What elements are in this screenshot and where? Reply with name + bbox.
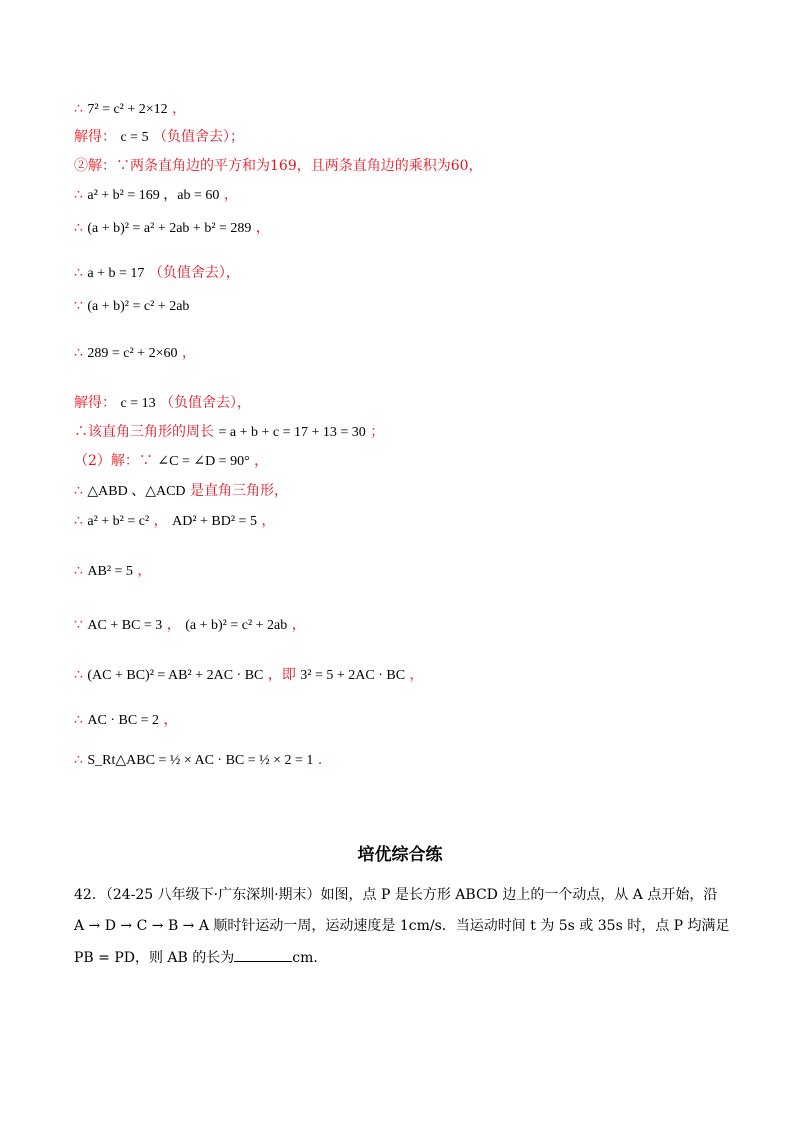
solution-line-8 xyxy=(74,344,196,363)
question-line-2: A → D → C → B → A 顺时针运动一周，运动速度是 1cm/s．当运动时间 t 为 5s 或 35s 时，点 P 均满足 xyxy=(74,918,730,934)
therefore-symbol: ∴ xyxy=(74,101,83,117)
equation: c = 5 xyxy=(120,130,149,145)
solution-line-18 xyxy=(74,751,332,770)
solution-text: ∴该直角三角形的周长 xyxy=(74,424,214,440)
connector-text: ，即 xyxy=(267,667,296,683)
question-line-1: 42．（24-25 八年级下·广东深圳·期末）如图，点 P 是长方形 ABCD 边上的一个动点，从 A 点开始，沿 xyxy=(74,887,718,903)
equation: a² + b² = 169 ，ab = 60 xyxy=(87,188,220,203)
therefore-symbol: ∴ xyxy=(74,187,83,203)
because-symbol: ∵ xyxy=(74,617,83,633)
equation: 3² = 5 + 2AC · BC xyxy=(300,668,406,683)
equation: AC · BC = 2 xyxy=(87,713,160,728)
therefore-symbol: ∴ xyxy=(74,712,83,728)
therefore-symbol: ∴ xyxy=(74,667,83,683)
therefore-symbol: ∴ xyxy=(74,513,83,529)
section-title: 培优综合练 xyxy=(357,845,443,865)
equation: (a + b)² = c² + 2ab xyxy=(87,299,190,314)
solution-line-2 xyxy=(74,128,244,147)
solution-line-11 xyxy=(74,452,268,471)
solution-line-15 xyxy=(74,616,306,635)
equation: 7² = c² + 2×12 xyxy=(87,102,168,117)
equation: (AC + BC)² = AB² + 2AC · BC xyxy=(87,668,264,683)
equation: c = 13 xyxy=(120,396,156,411)
unit-text: cm． xyxy=(292,950,328,966)
solution-line-5 xyxy=(74,219,270,238)
solution-line-14 xyxy=(74,562,151,581)
solution-line-12 xyxy=(74,482,288,501)
solve-label: 解得： xyxy=(74,395,116,411)
therefore-symbol: ∴ xyxy=(74,752,83,768)
punctuation: ， xyxy=(166,617,181,633)
answer-blank[interactable] xyxy=(234,947,292,962)
solution-line-4 xyxy=(74,186,238,205)
question-line-3 xyxy=(74,947,734,967)
equation: AB² = 5 xyxy=(87,564,133,579)
punctuation: ， xyxy=(223,187,238,203)
therefore-symbol: ∴ xyxy=(74,345,83,361)
solution-line-16 xyxy=(74,666,424,685)
note: （负值舍去）， xyxy=(148,265,240,281)
punctuation: ， xyxy=(181,345,196,361)
equation: a + b = 17 xyxy=(87,266,145,281)
equation: 289 = c² + 2×60 xyxy=(87,346,178,361)
equation: (a + b)² = c² + 2ab xyxy=(185,618,288,633)
punctuation: ， xyxy=(255,220,270,236)
note: （负值舍去）； xyxy=(153,129,245,145)
punctuation: ， xyxy=(291,617,306,633)
equation: AC + BC = 3 xyxy=(87,618,163,633)
punctuation: ， xyxy=(137,563,152,579)
therefore-symbol: ∴ xyxy=(74,265,83,281)
note: （负值舍去）， xyxy=(160,395,252,411)
punctuation: ， xyxy=(153,513,168,529)
therefore-symbol: ∴ xyxy=(74,563,83,579)
part-label: （2）解：∵ xyxy=(74,453,153,469)
solution-line-9 xyxy=(74,394,251,413)
because-symbol: ∵ xyxy=(74,298,83,314)
solution-line-6 xyxy=(74,264,240,283)
therefore-symbol: ∴ xyxy=(74,220,83,236)
punctuation: ， xyxy=(172,101,187,117)
equation: (a + b)² = a² + 2ab + b² = 289 xyxy=(87,221,252,236)
solution-text: 是直角三角形， xyxy=(189,483,288,499)
punctuation: ， xyxy=(163,712,178,728)
question-text: PB = PD，则 AB 的长为 xyxy=(74,950,235,966)
solution-line-17 xyxy=(74,711,178,730)
punctuation: ， xyxy=(261,513,276,529)
solution-line-10 xyxy=(74,423,384,442)
punctuation: ， xyxy=(409,667,424,683)
equation: = a + b + c = 17 + 13 = 30 xyxy=(218,425,366,440)
equation: AD² + BD² = 5 xyxy=(172,514,257,529)
punctuation: ． xyxy=(317,752,332,768)
solve-label: 解得： xyxy=(74,129,116,145)
therefore-symbol: ∴ xyxy=(74,483,83,499)
triangle-names: △ABD 、△ACD xyxy=(87,484,186,499)
solution-line-3 xyxy=(74,157,483,175)
solution-line-13 xyxy=(74,512,275,531)
solution-text: ②解：∵两条直角边的平方和为169，且两条直角边的乘积为60， xyxy=(74,158,483,174)
punctuation: ， xyxy=(254,453,269,469)
punctuation: ； xyxy=(370,424,385,440)
solution-line-1 xyxy=(74,100,186,119)
area-equation: S_Rt△ABC = ½ × AC · BC = ½ × 2 = 1 xyxy=(87,753,314,768)
equation: a² + b² = c² xyxy=(87,514,150,529)
equation: ∠C = ∠D = 90° xyxy=(157,454,250,469)
solution-line-7 xyxy=(74,297,189,316)
